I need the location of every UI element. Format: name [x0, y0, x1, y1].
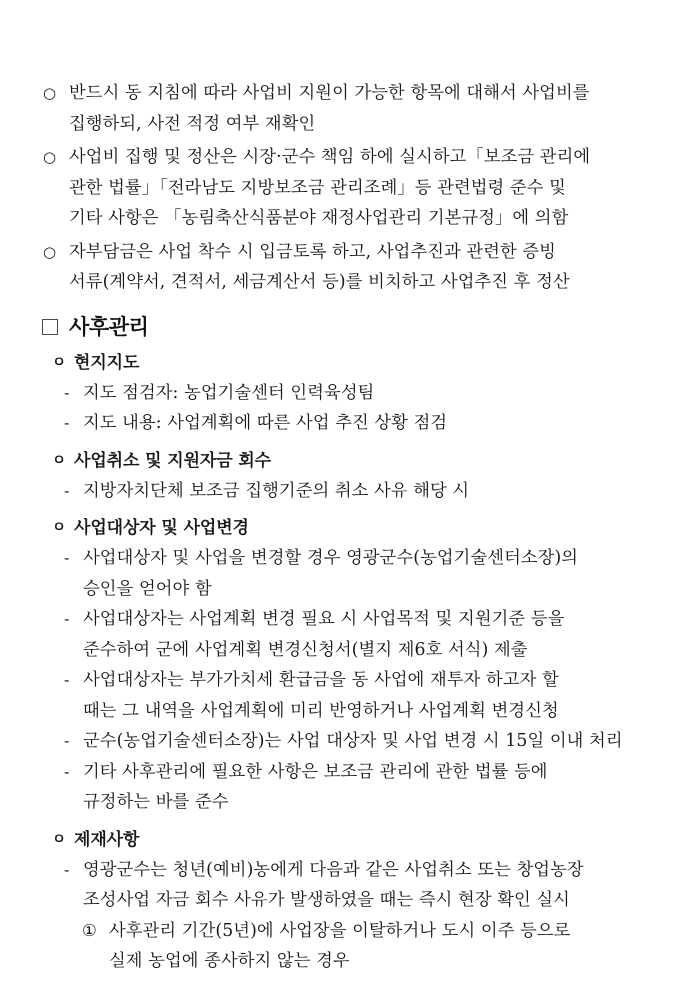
square-bullet-icon [42, 319, 58, 335]
subsection-heading-text: 현지지도 [74, 352, 140, 373]
numbered-list-item-text [109, 916, 700, 977]
list-item-text [69, 78, 660, 139]
text-line: 영광군수는 청년(예비)농에게 다음과 같은 사업취소 또는 창업농장 [83, 859, 584, 880]
list-item-text [83, 604, 684, 665]
list-item [40, 408, 684, 439]
text-line: 서류(계약서, 견적서, 세금계산서 등)를 비치하고 사업추진 후 정산 [69, 272, 570, 292]
list-item-text [83, 665, 684, 726]
text-line: 자부담금은 사업 착수 시 입금토록 하고, 사업추진과 관련한 증빙 [69, 241, 556, 262]
circle-bullet-bold-icon: ㅇ [52, 452, 67, 469]
list-item [40, 665, 684, 726]
subsection-saeopchwiso [40, 447, 660, 507]
section-title: 사후관리 [69, 314, 149, 339]
text-line: 반드시 동 지침에 따라 사업비 지원이 가능한 항목에 대해서 사업비를 [69, 83, 590, 103]
list-item-text [83, 726, 684, 757]
list-item [40, 476, 684, 507]
subsection-heading [40, 826, 672, 854]
subsection-heading-text: 사업대상자 및 사업변경 [74, 518, 249, 538]
circle-bullet-icon: ○ [43, 148, 57, 166]
dash-bullet-icon: - [64, 382, 70, 402]
dash-bullet-icon: - [64, 731, 70, 750]
circle-bullet-icon: ○ [43, 242, 57, 261]
dash-bullet-icon: - [64, 859, 70, 879]
subsection-heading [40, 514, 672, 542]
text-line: 집행하되, 사전 적정 여부 재확인 [69, 113, 316, 134]
text-line: 승인을 얻어야 함 [83, 578, 212, 599]
circle-bullet-bold-icon: ㅇ [52, 831, 67, 848]
list-item-text [83, 408, 684, 439]
circled-number-icon: ① [82, 920, 97, 940]
list-item [40, 855, 684, 916]
section-heading [40, 314, 660, 340]
text-line: 기타 사항은 「농림축산식품분야 재정사업관리 기본규정」에 의함 [69, 208, 569, 228]
intro-bullet-list [40, 78, 660, 298]
text-line: 준수하여 군에 사업계획 변경신청서(별지 제6호 서식) 제출 [83, 639, 528, 660]
text-line: 때는 그 내역을 사업계획에 미리 반영하거나 사업계획 변경신청 [83, 700, 559, 721]
list-item-text [83, 543, 684, 604]
dash-bullet-icon: - [64, 761, 70, 781]
list-item [40, 543, 684, 604]
text-line: 지도 내용: 사업계획에 따른 사업 추진 상황 점검 [83, 413, 448, 433]
list-item-text [83, 476, 684, 507]
text-line: 실제 농업에 종사하지 않는 경우 [109, 951, 350, 971]
list-item [40, 726, 684, 757]
list-item-text [83, 855, 684, 916]
text-line: 지방자치단체 보조금 집행기준의 취소 사유 해당 시 [83, 480, 470, 501]
subsection-hyeonjijido [40, 349, 660, 439]
list-item [40, 237, 660, 298]
list-item [40, 142, 660, 234]
list-item [40, 378, 684, 409]
text-line: 규정하는 바를 준수 [83, 792, 229, 812]
subsection-heading [40, 447, 672, 475]
text-line: 조성사업 자금 회수 사유가 발생하였을 때는 즉시 현장 확인 실시 [83, 890, 570, 910]
text-line: 지도 점검자: 농업기술센터 인력육성팀 [83, 382, 375, 403]
list-item [40, 757, 684, 818]
list-item-text [83, 378, 684, 409]
subsection-heading-text: 사업취소 및 지원자금 회수 [74, 450, 271, 471]
list-item [40, 78, 660, 139]
text-line: 사업비 집행 및 정산은 시장·군수 책임 하에 실시하고「보조금 관리에 [69, 147, 591, 167]
list-item-text [83, 757, 684, 818]
subsection-saeopdaesangja [40, 514, 660, 818]
text-line: 사후관리 기간(5년)에 사업장을 이탈하거나 도시 이주 등으로 [109, 920, 571, 941]
text-line: 사업대상자는 사업계획 변경 필요 시 사업목적 및 지원기준 등을 [83, 609, 565, 629]
circle-bullet-bold-icon: ㅇ [52, 354, 67, 371]
dash-bullet-icon: - [64, 413, 70, 432]
text-line: 군수(농업기술센터소장)는 사업 대상자 및 사업 변경 시 15일 이내 처리 [83, 731, 623, 751]
dash-bullet-icon: - [64, 609, 70, 628]
list-item [40, 604, 684, 665]
circle-bullet-bold-icon: ㅇ [52, 520, 67, 536]
text-line: 사업대상자 및 사업을 변경할 경우 영광군수(농업기술센터소장)의 [83, 548, 579, 568]
text-line: 관한 법률」「전라남도 지방보조금 관리조례」등 관련법령 준수 및 [69, 177, 566, 198]
dash-bullet-icon: - [64, 480, 70, 500]
subsection-heading [40, 349, 672, 377]
subsection-heading-text: 제재사항 [74, 829, 140, 850]
circle-bullet-icon: ○ [43, 84, 57, 102]
list-item-text [69, 237, 660, 298]
text-line: 사업대상자는 부가가치세 환급금을 동 사업에 재투자 하고자 할 [83, 670, 559, 690]
numbered-list-item [40, 916, 700, 977]
subsection-jejaesahang [40, 826, 660, 977]
dash-bullet-icon: - [64, 670, 70, 689]
list-item-text [69, 142, 660, 234]
dash-bullet-icon: - [64, 548, 70, 567]
text-line: 기타 사후관리에 필요한 사항은 보조금 관리에 관한 법률 등에 [83, 761, 548, 782]
